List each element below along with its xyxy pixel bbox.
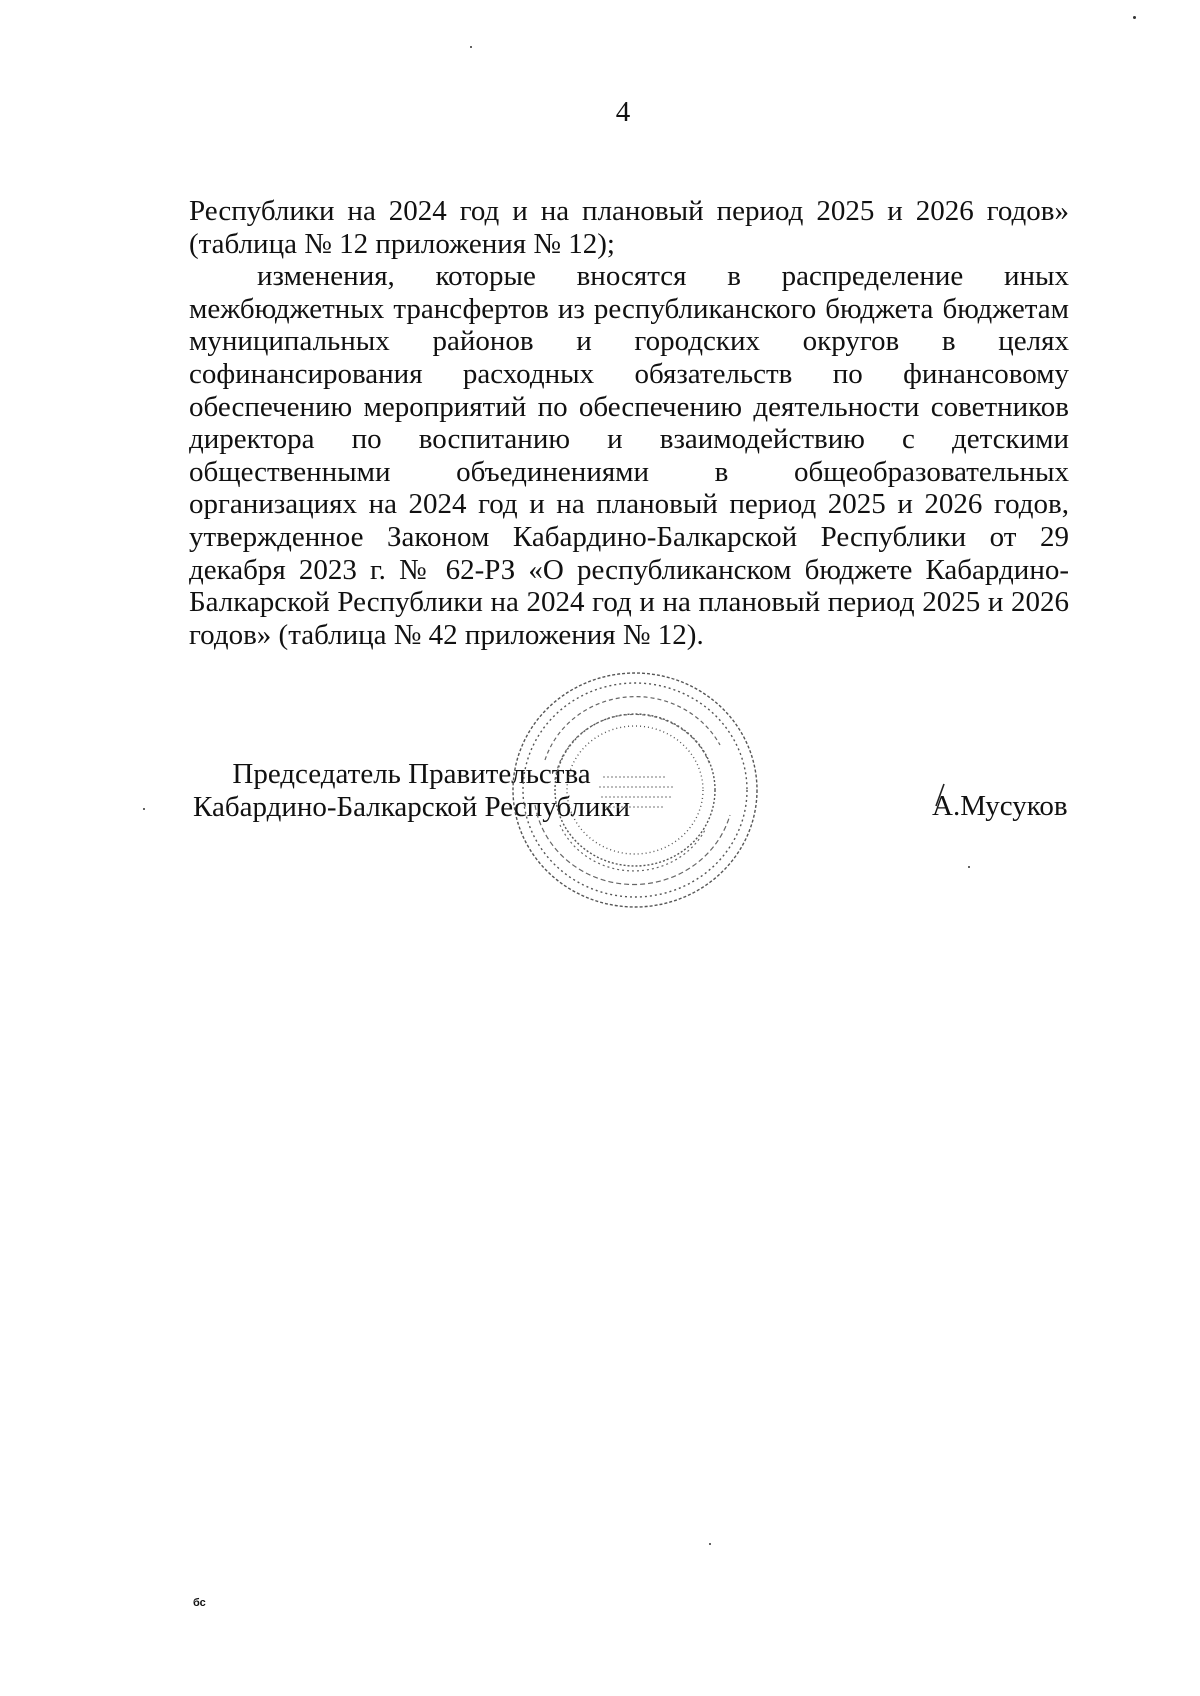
scan-speck <box>143 808 145 810</box>
signatory-title-line-1: Председатель Правительства <box>232 758 591 790</box>
signatory-name: А.Мусуков <box>932 790 1068 822</box>
scan-speck <box>470 46 472 48</box>
scan-speck <box>1133 16 1136 19</box>
signatory-title <box>193 758 630 824</box>
scan-speck <box>968 866 970 868</box>
page-number: 4 <box>615 96 631 128</box>
scan-speck <box>709 1543 711 1545</box>
document-body <box>189 195 1069 651</box>
signatory-title-line-2: Кабардино-Балкарской Республики <box>193 791 631 823</box>
paragraph-continuation: Республики на 2024 год и на плановый период 2025 и 2026 годов» (таблица № 12 приложения № 12); <box>189 195 1069 260</box>
paragraph-amendments: изменения, которые вносятся в распределение иных межбюджетных трансфертов из республиканского бюджета бюджетам муниципальных районов и городских округов в целях софинансирования расходных обязательств по финансовому обеспечению мероприятий по обеспечению деятельности советников директора по воспитанию и взаимодействию с детскими общественными объединениями в общеобразовательных организациях на 2024 год и на плановый период 2025 и 2026 годов, утвержденное Законом Кабардино-Балкарской Республики от 29 декабря 2023 г. № 62-РЗ «О республиканском бюджете Кабардино-Балкарской Республики на 2024 год и на плановый период 2025 и 2026 годов» (таблица № 42 приложения № 12). <box>189 260 1069 651</box>
footer-code: бс <box>193 1597 206 1609</box>
